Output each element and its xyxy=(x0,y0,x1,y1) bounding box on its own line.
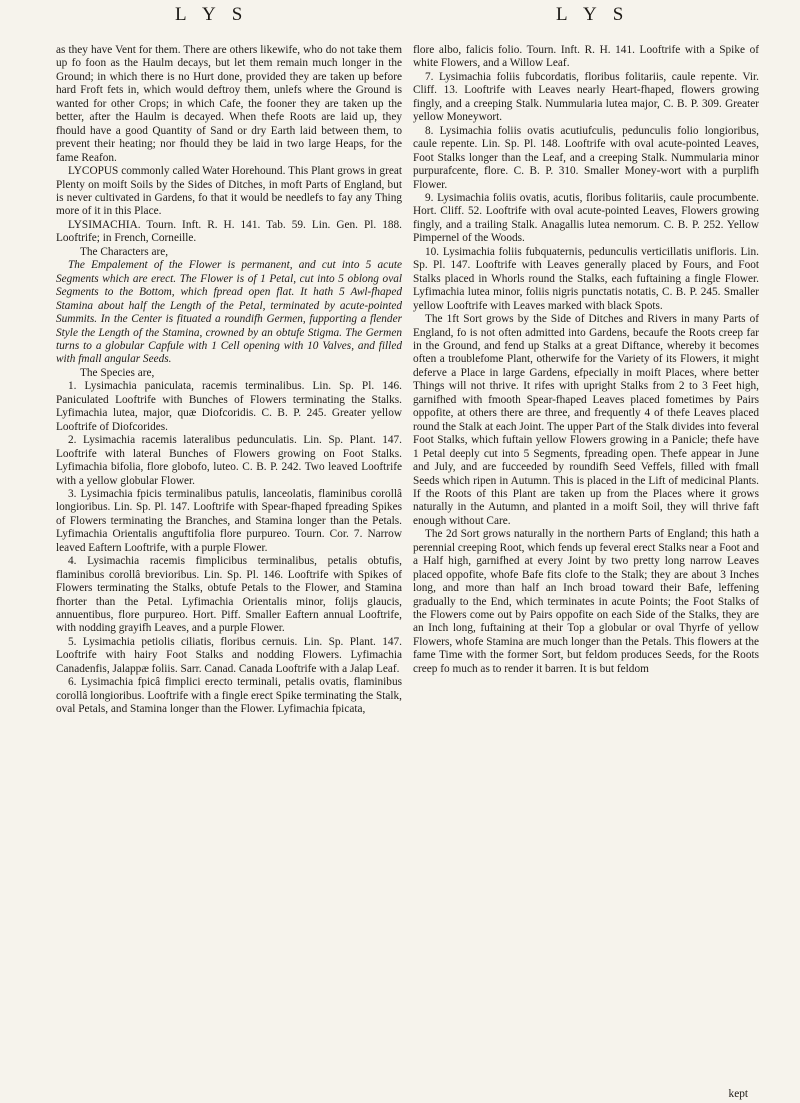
species-item-7: 7. Lysimachia foliis fubcordatis, floribus folitariis, caule repente. Vir. Cliff. 13. Looftrife with Leaves nearly Heart-fhaped, flowers growing fingly, and a creeping Stalk. Nummularia lutea major, C. B. P. 309. Greater yellow Moneywort. xyxy=(413,70,759,124)
species-item-4: 4. Lysimachia racemis fimplicibus terminalibus, petalis obtufis, flaminibus corollâ brevioribus. Lin. Sp. Pl. 146. Looftrife with Spikes of Flowers terminating the Stalks, obtufe Petals to the Flower, and Stamina fhorter than the Petal. Lyfimachia Orientalis minor, folijs glaucis, annuentibus, flore purpureo. Hort. Piff. Smaller Eaftern annual Looftrife, with nodding grayifh Leaves, and a purple Flower. xyxy=(56,555,402,635)
species-item-1: 1. Lysimachia paniculata, racemis terminalibus. Lin. Sp. Pl. 146. Paniculated Looftrife with Bunches of Flowers terminating the Stalks. Lyfimachia lutea, major, quæ Diofcoridis. C. B. P. 245. Greater yellow Looftrife of Diofcorides. xyxy=(56,380,402,433)
running-head-left: L Y S xyxy=(175,4,249,25)
entry-lysimachia: LYSIMACHIA. Tourn. Inft. R. H. 141. Tab. 59. Lin. Gen. Pl. 188. Looftrife; in French, Corneille. xyxy=(56,218,402,245)
paragraph-first-sort: The 1ft Sort grows by the Side of Ditches and Rivers in many Parts of England, fo is not often admitted into Gardens, becaufe the Roots creep far in the Ground, and fend up Stalks at a great Diftance, whereby it becomes often a troublefome Plant, otherwife for the Variety of its Flowers, it might deferve a Place in large Gardens, efpecially in moift Places, where better Things will not thrive. It rifes with upright Stalks from 2 to 3 Feet high, garnifhed with fmooth Spear-fhaped Leaves placed fometimes by Pairs oppofite, at others there are three, and frequently 4 of thefe Leaves placed round the Stalk at each Joint. The upper Part of the Stalk divides into feveral Foot Stalks, which fuftain yellow Flowers growing in a Panicle; thefe have 1 Petal deeply cut into 5 Segments, fpreading open. Thefe appear in June and July, and are fucceeded by roundifh Seed Veffels, filled with fmall Seeds which ripen in Autumn. This is placed in the Lift of medicinal Plants. If the Roots of this Plant are taken up from the Places where it grows naturally in the Autumn, and planted in a moift Soil, they will thrive faft enough without Care. xyxy=(413,313,759,527)
running-head-right: L Y S xyxy=(556,4,630,25)
species-item-10: 10. Lysimachia foliis fubquaternis, pedunculis verticillatis unifloris. Lin. Sp. Pl. 147. Looftrife with Leaves generally placed by Fours, and Foot Stalks placed in Whorls round the Stalks, each fuftaining a fingle Flower. Lyfimachia lutea minor, foliis nigris punctatis notatis, C. B. P. 245. Smaller yellow Looftrife with Leaves marked with black Spots. xyxy=(413,245,759,312)
entry-lycopus: LYCOPUS commonly called Water Horehound. This Plant grows in great Plenty on moift Soils by the Sides of Ditches, in moft Parts of England, but is never cultivated in Gardens, fo that it would be needlefs to fay any Thing more of it in this Place. xyxy=(56,165,402,218)
running-head xyxy=(0,4,800,30)
left-column xyxy=(56,44,402,717)
characters-description: The Empalement of the Flower is permanent, and cut into 5 acute Segments which are erect. The Flower is of 1 Petal, cut into 5 oblong oval Segments to the Bottom, which fpread open flat. It hath 5 Awl-fhaped Stamina about half the Length of the Petal, terminated by acute-pointed Summits. In the Center is fituated a roundifh Germen, fupporting a flender Style the Length of the Stamina, crowned by an obtufe Stigma. The Germen turns to a globular Capfule with 1 Cell opening with 10 Valves, and filled with fmall angular Seeds. xyxy=(56,259,402,366)
species-item-6-continued: flore albo, falicis folio. Tourn. Inft. R. H. 141. Looftrife with a Spike of white Flowers, and a Willow Leaf. xyxy=(413,44,759,70)
species-item-3: 3. Lysimachia fpicis terminalibus patulis, lanceolatis, flaminibus corollâ longioribus. Lin. Sp. Pl. 147. Looftrife with Spear-fhaped fpreading Spikes of Flowers terminating the Branches, and Stamina longer than the Petals. Lyfimachia Orientalis anguftifolia flore purpureo. Tourn. Cor. 7. Narrow leaved Eaftern Looftrife, with a purple Flower. xyxy=(56,487,402,554)
species-item-8: 8. Lysimachia foliis ovatis acutiufculis, pedunculis folio longioribus, caule repente. Lin. Sp. Pl. 148. Looftrife with oval acute-pointed Leaves, Foot Stalks longer than the Leaf, and a creeping Stalk. Nummularia minor purpurafcente, flore. C. B. P. 310. Smaller Money-wort with a purplifh Flower. xyxy=(413,124,759,191)
paragraph: as they have Vent for them. There are others likewife, who do not take them up fo foon as the Haulm decays, but let them remain much longer in the Ground; in which there is no Hurt done, provided they are taken up before hard Froft fets in, which would deftroy them, unlefs where the Ground is wanted for other Crops; in which Cafe, the fooner they are taken up the better, after the Haulm is decayed. When thefe Roots are laid up, they fhould have a good Quantity of Sand or dry Earth laid between them, to prevent their heating; nor fhould they be laid in two large Heaps, for the fame Reafon. xyxy=(56,44,402,164)
paragraph-second-sort: The 2d Sort grows naturally in the northern Parts of England; this hath a perennial creeping Root, which fends up feveral erect Stalks near a Foot and a Half high, garnifhed at every Joint by two pretty long narrow Leaves placed oppofite, whofe Bafe fits clofe to the Stalk; they are about 3 Inches long, and more than half an Inch broad toward their Bafe, leffening gradually to the End, which terminates in acute Points; the Foot Stalks of the Flowers come out by Pairs oppofite on each Side of the Stalks, they are an Inch long, fuftaining at their Top a globular or oval Thyrfe of yellow Flowers, whofe Stamina are much longer than the Petals. This flowers at the fame Time with the former Sort, but feldom produces Seeds, for the Roots creep fo much as to render it barren. It is but feldom xyxy=(413,528,759,675)
catchword: kept xyxy=(728,1088,748,1100)
species-item-9: 9. Lysimachia foliis ovatis, acutis, floribus folitariis, caule procumbente. Hort. Cliff. 52. Looftrife with oval acute-pointed Leaves, Flowers growing fingly, and a trailing Stalk. Anagallis lutea nemorum. C. B. P. 252. Yellow Pimpernel of the Woods. xyxy=(413,191,759,245)
species-heading: The Species are, xyxy=(80,366,155,379)
species-item-5: 5. Lysimachia petiolis ciliatis, floribus cernuis. Lin. Sp. Plant. 147. Looftrife with hairy Foot Stalks and nodding Flowers. Lyfimachia Canadenfis, Jalappæ foliis. Sarr. Canad. Canada Looftrife with a Jalap Leaf. xyxy=(56,635,402,675)
right-column xyxy=(413,44,759,676)
characters-heading: The Characters are, xyxy=(80,245,169,258)
species-item-2: 2. Lysimachia racemis lateralibus pedunculatis. Lin. Sp. Plant. 147. Looftrife with lateral Bunches of Flowers growing on Foot Stalks. Lyfimachia bifolia, flore globofo, luteo. C. B. P. 242. Two leaved Looftrife with a yellow globular Flower. xyxy=(56,434,402,487)
species-item-6: 6. Lysimachia fpicâ fimplici erecto terminali, petalis ovatis, flaminibus corollâ longioribus. Looftrife with a fingle erect Spike terminating the Stalk, oval Petals, and Stamina longer than the Flower. Lyfimachia fpicata, xyxy=(56,676,402,716)
